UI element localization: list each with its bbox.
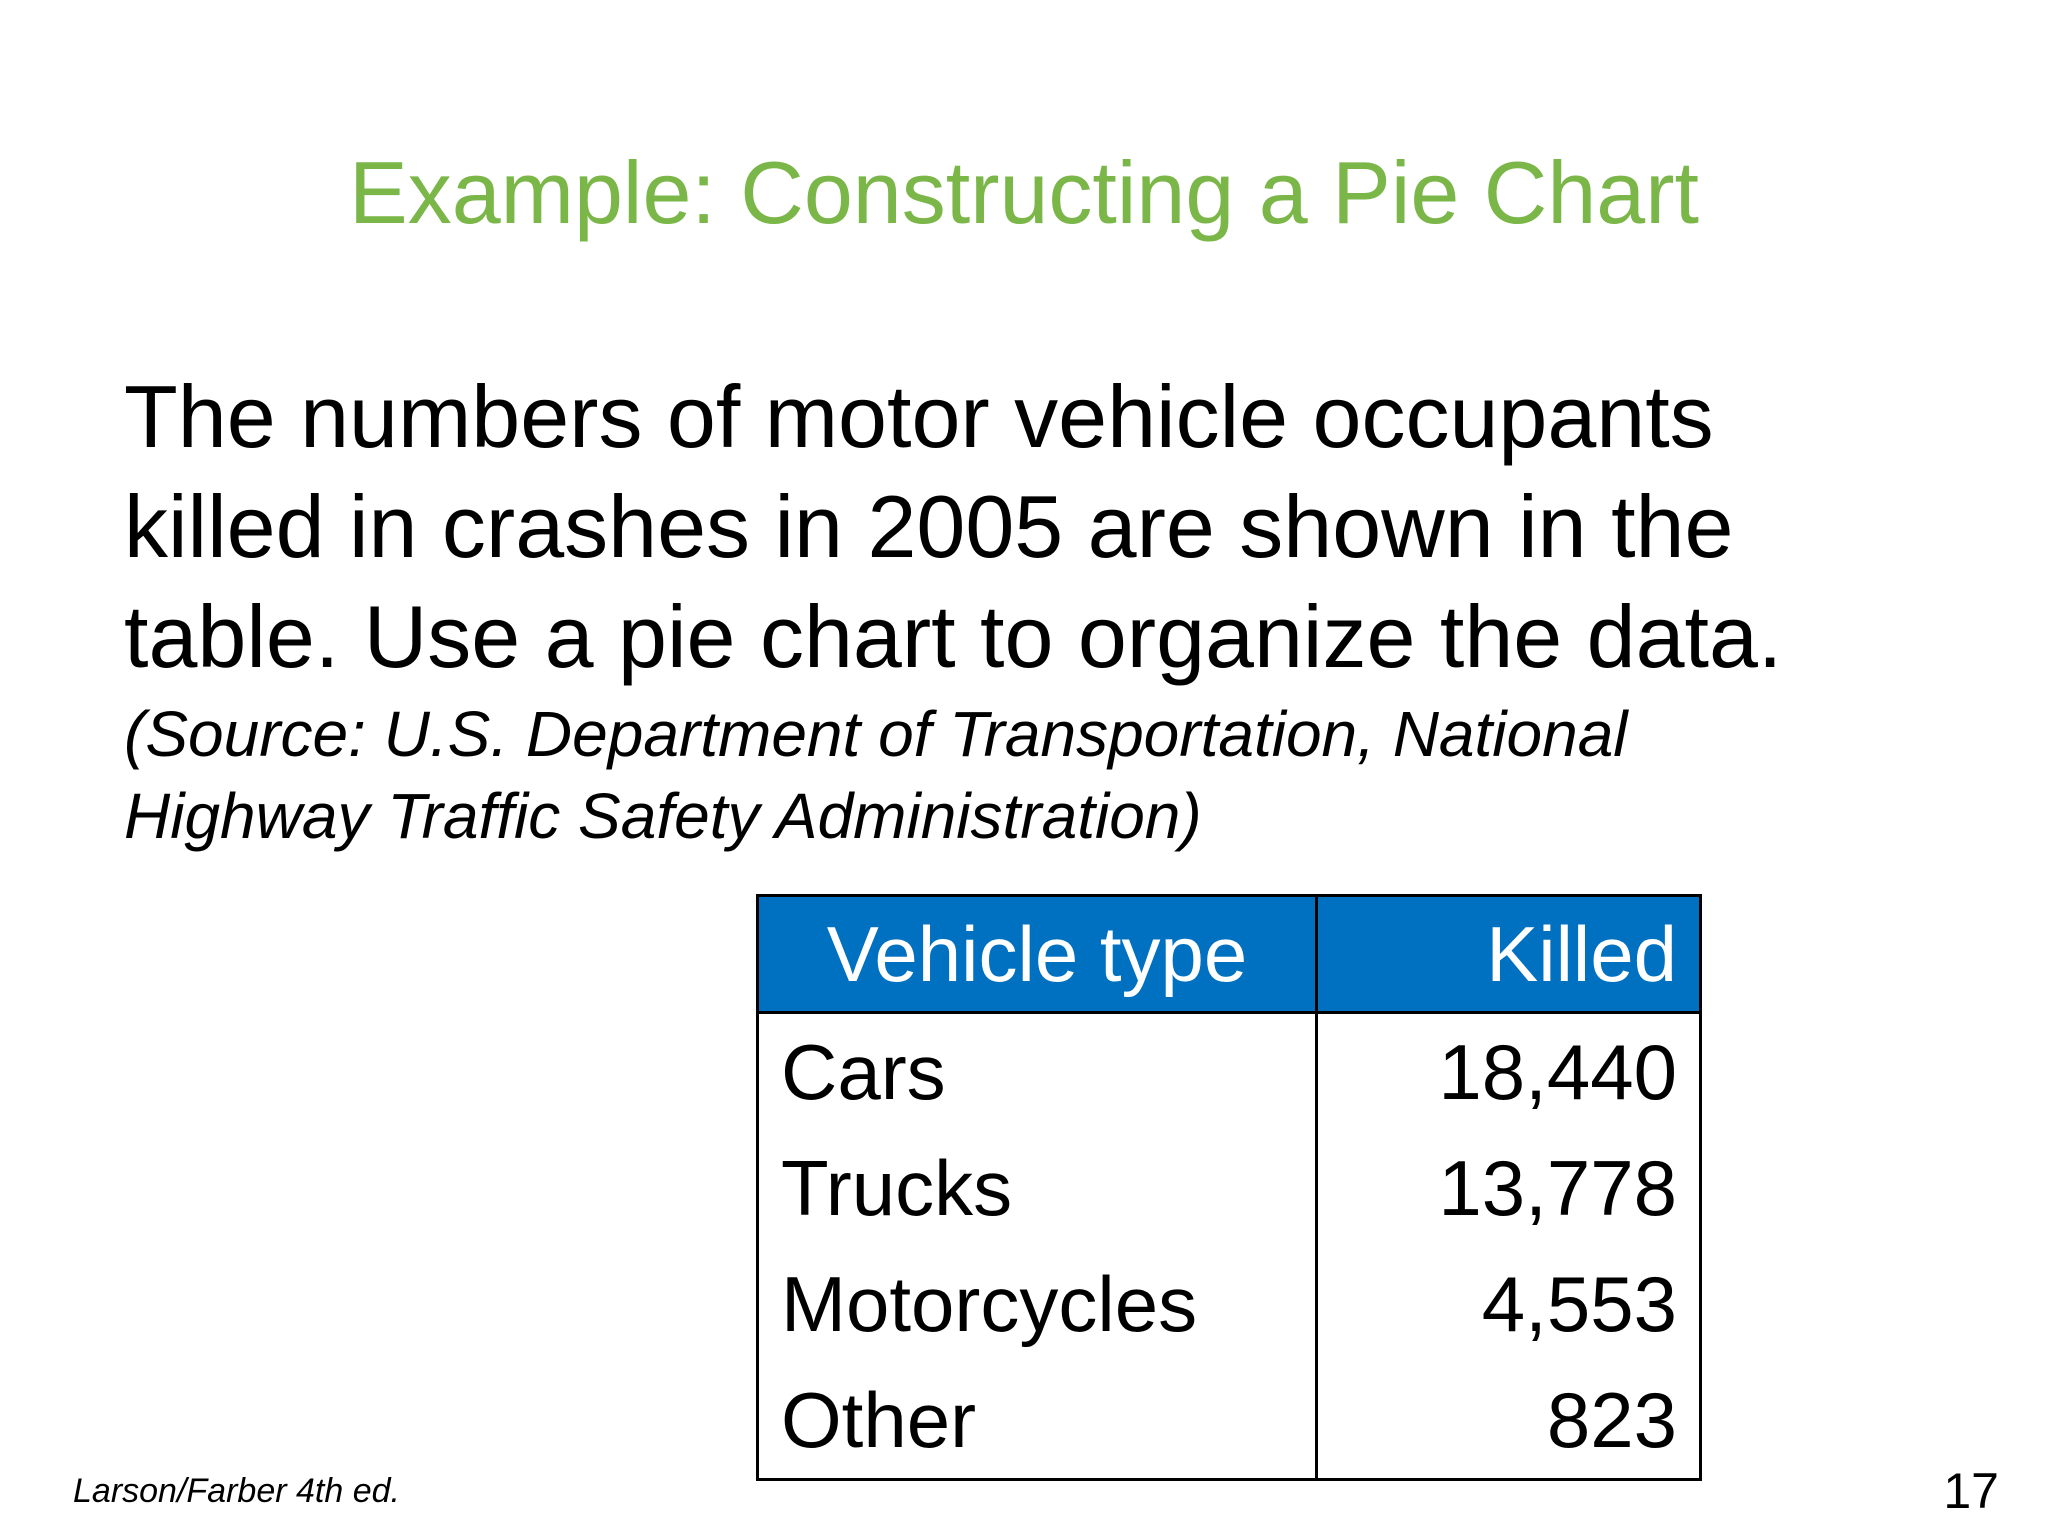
body-paragraph — [124, 362, 1964, 692]
footer-credit: Larson/Farber 4th ed. — [73, 1472, 400, 1510]
source-line: (Source: U.S. Department of Transportation, National — [124, 698, 1628, 770]
cell-killed: 13,778 — [1438, 1144, 1677, 1232]
cell-vehicle-type: Cars — [758, 1013, 1317, 1131]
source-citation — [124, 693, 1964, 857]
cell-killed: 823 — [1546, 1376, 1677, 1464]
body-line: killed in crashes in 2005 are shown in the — [124, 477, 1734, 576]
page-number: 17 — [1943, 1463, 1999, 1519]
table-row — [758, 1246, 1701, 1362]
header-killed: Killed — [1317, 896, 1701, 1013]
body-line: The numbers of motor vehicle occupants — [124, 367, 1714, 466]
cell-vehicle-type: Other — [758, 1362, 1317, 1480]
cell-killed: 18,440 — [1438, 1028, 1677, 1116]
body-line: table. Use a pie chart to organize the data. — [124, 587, 1783, 686]
cell-vehicle-type: Trucks — [758, 1130, 1317, 1246]
table-row — [758, 1130, 1701, 1246]
cell-killed: 4,553 — [1481, 1260, 1677, 1348]
cell-vehicle-type: Motorcycles — [758, 1246, 1317, 1362]
table-header-row — [758, 896, 1701, 1013]
source-line: Highway Traffic Safety Administration) — [124, 780, 1202, 852]
table-row — [758, 1013, 1701, 1131]
data-table — [756, 894, 1702, 1481]
slide-title: Example: Constructing a Pie Chart — [349, 143, 1699, 242]
table-row — [758, 1362, 1701, 1480]
header-vehicle-type: Vehicle type — [758, 896, 1317, 1013]
